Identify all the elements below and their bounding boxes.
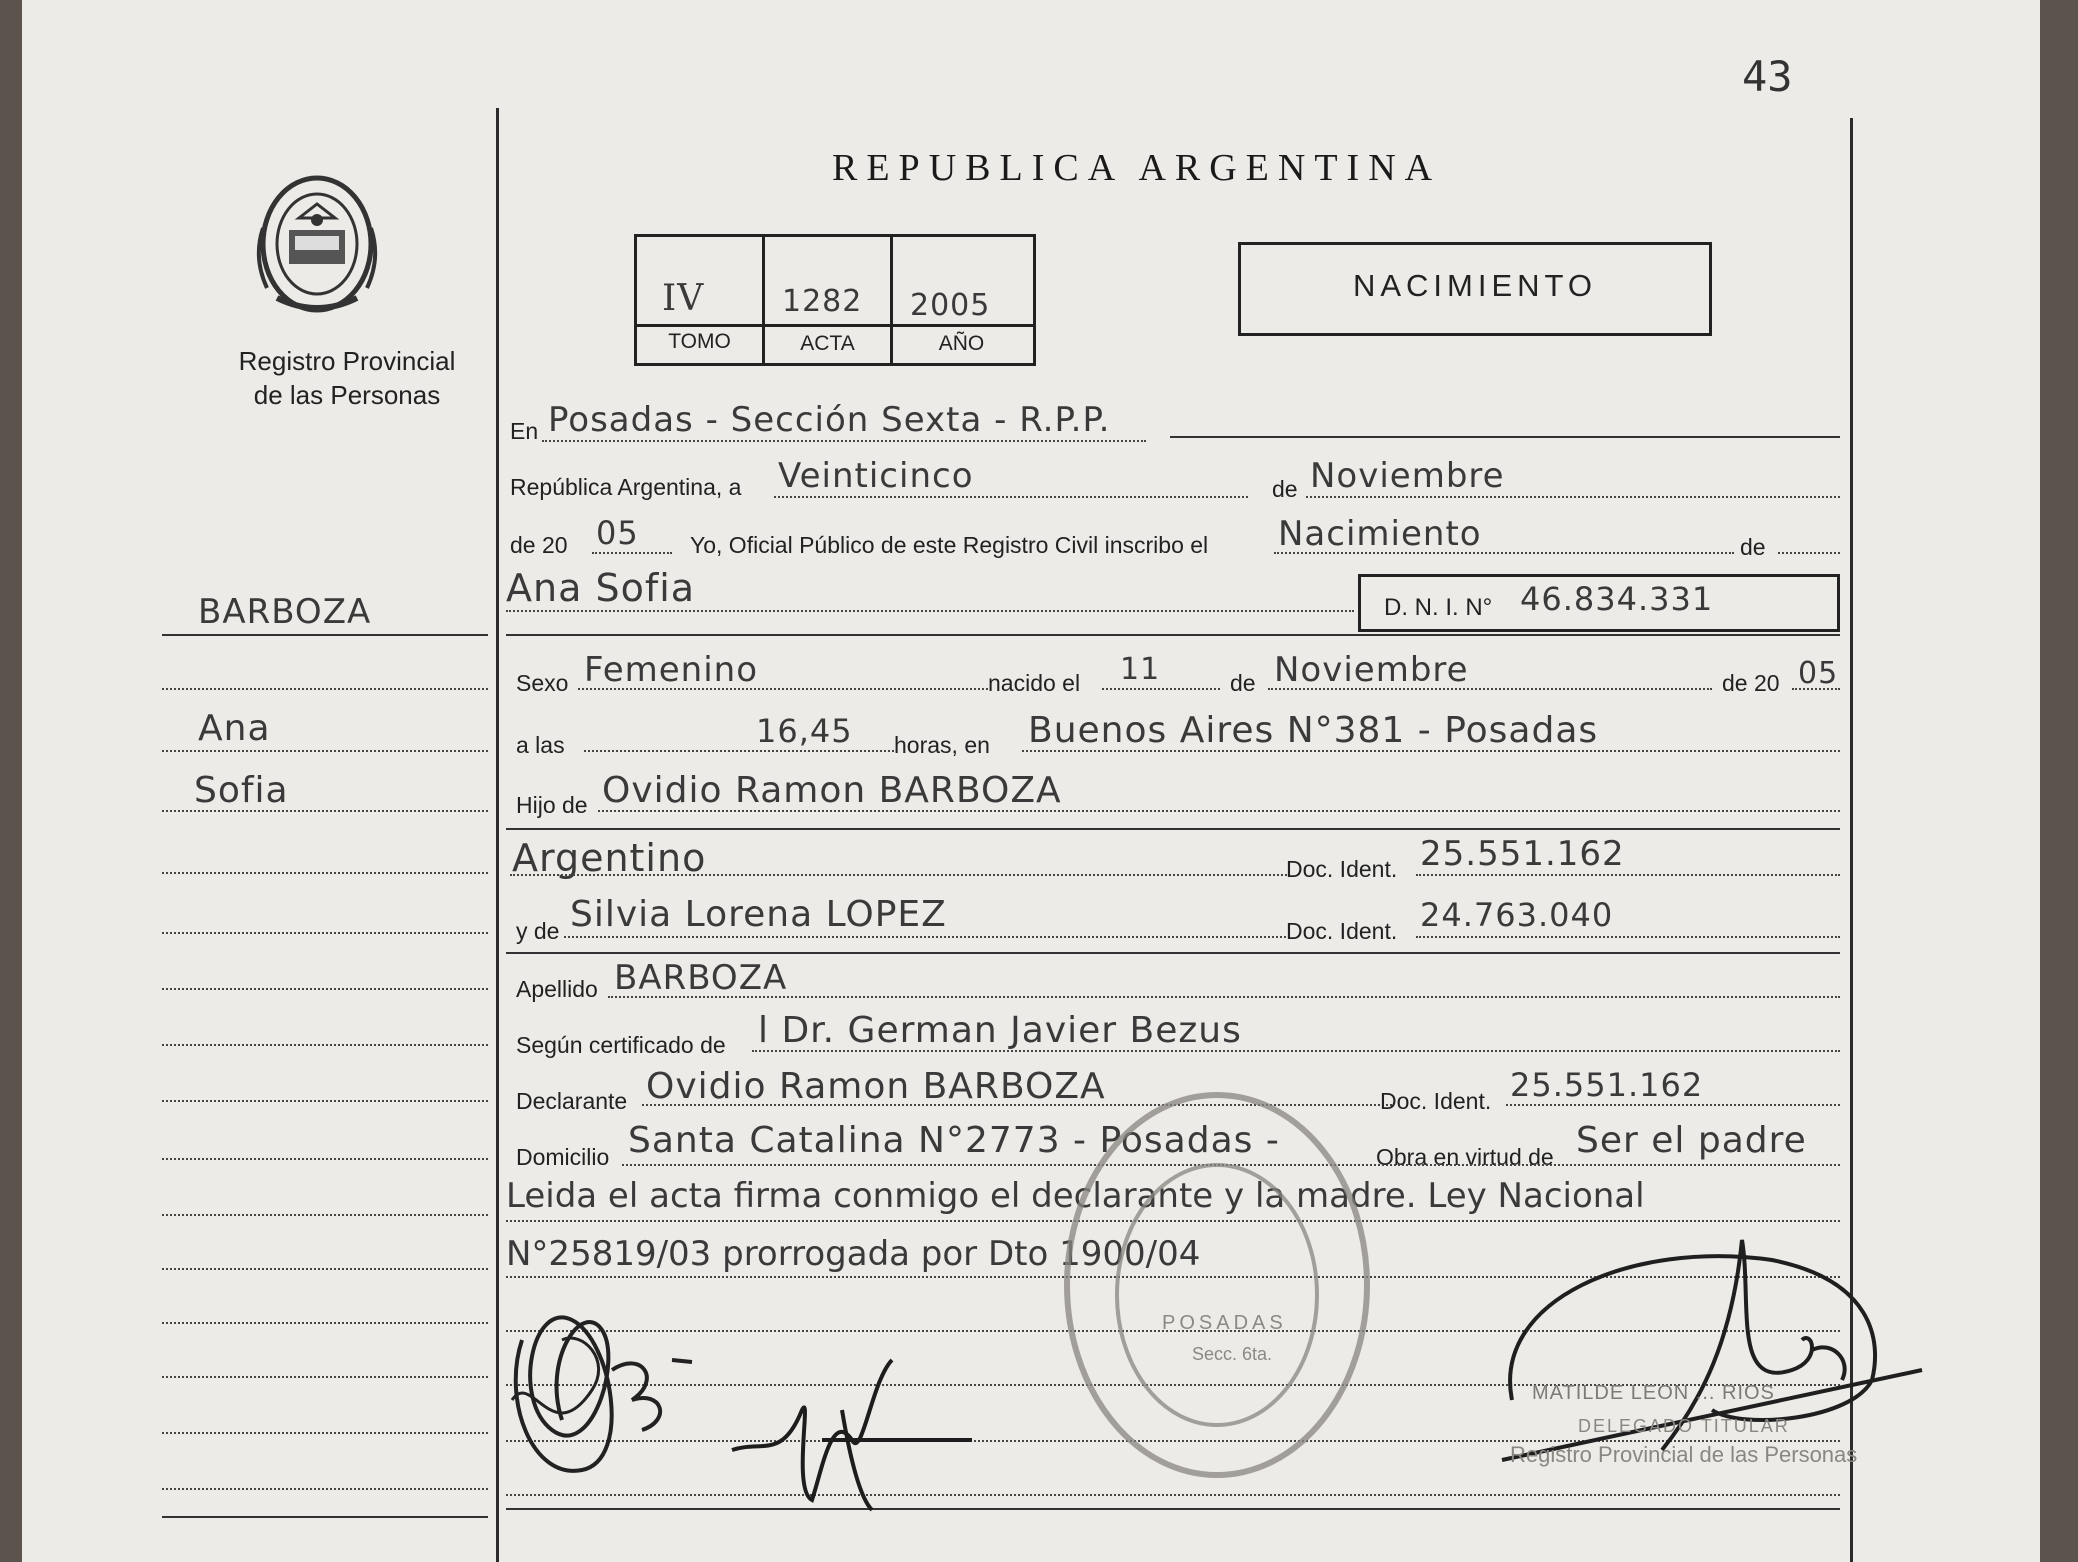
nacido-mes-value: Noviembre: [1274, 650, 1469, 690]
acta-value: 1282: [782, 284, 863, 319]
signature-scribble-icon: [492, 1280, 722, 1500]
signature-icon: [722, 1350, 982, 1520]
form-rule: [506, 634, 1840, 636]
horas-label: horas, en: [894, 732, 990, 758]
stamp-center-text: POSADAS: [1162, 1312, 1287, 1334]
form-dotline: [1416, 936, 1840, 938]
padre-doc-label: Doc. Ident.: [1286, 856, 1398, 882]
anio-inscripcion-value: 05: [596, 514, 639, 552]
nacido-anio-value: 05: [1798, 656, 1839, 691]
sidebar-dotline: [162, 1158, 488, 1160]
sidebar-dotline: [162, 1268, 488, 1270]
de20b-label: de 20: [1722, 670, 1780, 696]
declarante-signature: [492, 1280, 722, 1500]
tomo-value: IV: [662, 278, 705, 319]
declarante-doc-label: Doc. Ident.: [1380, 1088, 1492, 1114]
dni-value: 46.834.331: [1520, 580, 1714, 618]
form-rule: [506, 828, 1840, 830]
padre-value: Ovidio Ramon BARBOZA: [602, 770, 1062, 811]
alas-label: a las: [516, 732, 565, 758]
form-rule: [506, 1508, 1840, 1510]
sidebar-dotline: [162, 1044, 488, 1046]
misiones-seal-icon: [247, 168, 387, 320]
apellido-label: Apellido: [516, 976, 598, 1002]
sidebar-bottom-rule: [162, 1516, 488, 1518]
sidebar-dotline: [162, 1322, 488, 1324]
de20-label: de 20: [510, 532, 568, 558]
declarante-label: Declarante: [516, 1088, 628, 1114]
de-label: de: [1272, 476, 1298, 502]
anio-value: 2005: [910, 288, 991, 323]
form-dotline: [510, 874, 1290, 876]
form-rule: [1170, 436, 1840, 438]
official-signature-icon: [1492, 1220, 1932, 1480]
padre-doc-value: 25.551.162: [1420, 834, 1625, 874]
segun-value: l Dr. German Javier Bezus: [758, 1010, 1242, 1051]
mes-value: Noviembre: [1310, 456, 1505, 496]
segun-label: Según certificado de: [516, 1032, 726, 1058]
form-dotline: [1102, 688, 1220, 690]
form-dotline: [608, 996, 1840, 998]
sidebar-dotline: [162, 988, 488, 990]
form-dotline: [1022, 750, 1840, 752]
nombre-value: Ana Sofia: [506, 566, 696, 610]
registry-stamp-icon: [1052, 1080, 1382, 1490]
registry-name-line2: de las Personas: [253, 380, 441, 410]
sidebar-dotline: [162, 688, 488, 690]
form-dotline: [578, 688, 988, 690]
official-title: DELEGADO TITULAR: [1578, 1416, 1790, 1436]
dia-value: Veinticinco: [778, 456, 974, 496]
round-registry-stamp: [1052, 1080, 1382, 1490]
form-dotline: [774, 496, 1248, 498]
sidebar-dotline: [162, 1214, 488, 1216]
sexo-label: Sexo: [516, 670, 569, 696]
sidebar-dotline: [162, 1488, 488, 1490]
lugar-value: Buenos Aires N°381 - Posadas: [1028, 710, 1599, 751]
madre-signature: [722, 1350, 982, 1520]
form-dotline: [1778, 552, 1840, 554]
form-dotline: [1274, 552, 1734, 554]
en-label: En: [510, 418, 539, 444]
inscribo-value: Nacimiento: [1278, 514, 1482, 554]
form-dotline: [1506, 1104, 1840, 1106]
observaciones-line1: Leida el acta firma conmigo el declarante y la madre. Ley Nacional: [506, 1176, 1645, 1216]
dni-label: D. N. I. N°: [1384, 594, 1493, 621]
table-divider: [634, 324, 1033, 327]
form-dotline: [592, 552, 672, 554]
obra-label: Obra en virtud de: [1376, 1144, 1554, 1170]
en-value: Posadas - Sección Sexta - R.P.P.: [548, 400, 1111, 440]
registry-name-line1: Registro Provincial: [238, 346, 456, 376]
form-dotline: [584, 750, 894, 752]
record-type-label: NACIMIENTO: [1352, 268, 1598, 303]
acta-label: ACTA: [800, 332, 855, 355]
official-signature: [1492, 1220, 1932, 1480]
observaciones-line2: N°25819/03 prorrogada por Dto 1900/04: [506, 1234, 1201, 1274]
sidebar-dotline: [162, 1432, 488, 1434]
madre-doc-label: Doc. Ident.: [1286, 918, 1398, 944]
form-rule: [506, 952, 1840, 954]
de3-label: de: [1230, 670, 1256, 696]
sidebar-dotline: [162, 810, 488, 812]
form-dotline: [1416, 874, 1840, 876]
sidebar-given-name-1: Ana: [198, 708, 271, 749]
domicilio-value: Santa Catalina N°2773 - Posadas -: [628, 1120, 1280, 1161]
madre-doc-value: 24.763.040: [1420, 896, 1614, 934]
hora-value: 16,45: [756, 712, 853, 750]
form-dotline: [752, 1050, 1840, 1052]
stamp-sub-text: Secc. 6ta.: [1192, 1344, 1273, 1364]
official-name: MATILDE LEON ... RIOS: [1532, 1382, 1775, 1404]
de2-label: de: [1740, 534, 1766, 560]
official-registry: Registro Provincial de las Personas: [1510, 1442, 1858, 1467]
tomo-label: TOMO: [668, 330, 731, 353]
province-seal: [247, 168, 387, 320]
sidebar-dotline: [162, 1100, 488, 1102]
document-title: REPUBLICA ARGENTINA: [832, 147, 1442, 189]
domicilio-label: Domicilio: [516, 1144, 610, 1170]
madre-value: Silvia Lorena LOPEZ: [570, 894, 947, 935]
sidebar-surname: BARBOZA: [198, 592, 372, 632]
yo-label: Yo, Oficial Público de este Registro Civil inscribo el: [690, 532, 1209, 558]
sidebar-dotline: [162, 932, 488, 934]
nacido-dia-value: 11: [1120, 652, 1161, 687]
page-number: 43: [1742, 52, 1793, 101]
form-dotline: [598, 810, 1840, 812]
republica-label: República Argentina, a: [510, 474, 742, 500]
form-dotline: [1792, 688, 1840, 690]
sidebar-dotline: [162, 1376, 488, 1378]
form-dotline: [506, 610, 1354, 612]
declarante-doc-value: 25.551.162: [1510, 1066, 1704, 1104]
register-page: [22, 0, 2040, 1562]
sidebar-given-name-2: Sofia: [194, 770, 289, 811]
padre-nacionalidad-value: Argentino: [512, 836, 707, 880]
yde-label: y de: [516, 918, 560, 944]
hijo-label: Hijo de: [516, 792, 588, 818]
sexo-value: Femenino: [584, 650, 758, 690]
declarante-value: Ovidio Ramon BARBOZA: [646, 1066, 1106, 1107]
obra-value: Ser el padre: [1576, 1120, 1807, 1161]
form-dotline: [1268, 688, 1712, 690]
nacido-label: nacido el: [988, 670, 1081, 696]
form-dotline: [1306, 496, 1840, 498]
sidebar-dotline: [162, 750, 488, 752]
sidebar-dotline: [162, 872, 488, 874]
form-dotline: [542, 440, 1146, 442]
form-dotline: [564, 936, 1290, 938]
sidebar-rule: [162, 634, 488, 636]
apellido-value: BARBOZA: [614, 958, 788, 998]
anio-label: AÑO: [938, 332, 985, 355]
